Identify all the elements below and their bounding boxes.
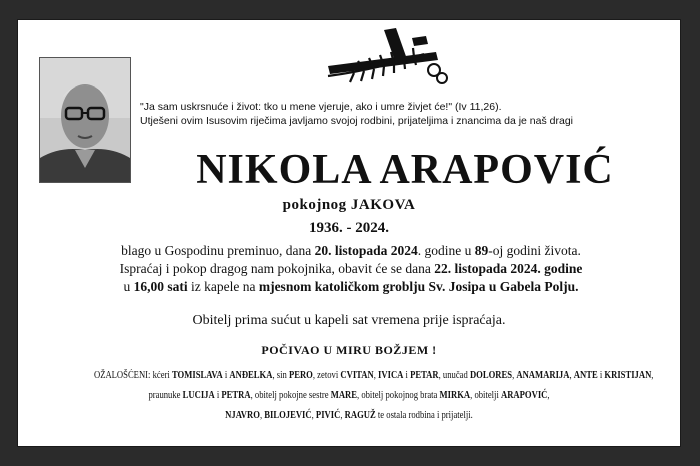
cross-with-palm-icon: [314, 22, 454, 90]
quote-line-1: "Ja sam uskrsnuće i život: tko u mene vjeruje, ako i umre živjet će!" (Iv 11,26).: [140, 101, 502, 113]
mourners-line-2: [94, 386, 604, 406]
mourner-name: ANTE: [573, 370, 598, 381]
mourners-line-1: [93, 366, 654, 386]
mourner-name: PIVIĆ: [315, 410, 341, 421]
mourner-name: KRISTIJAN: [604, 370, 652, 381]
obituary-card: [18, 20, 680, 446]
mourner-name: IVICA: [378, 370, 404, 381]
mourner-text: ,: [373, 370, 379, 381]
mourner-text: ,: [651, 370, 654, 381]
mourner-name: TOMISLAVA: [171, 370, 223, 381]
deceased-name: NIKOLA ARAPOVIĆ: [196, 147, 614, 193]
mourner-text: , obitelj pokojnog brata: [357, 390, 440, 401]
mourner-text: i: [403, 370, 411, 381]
mourner-name: BILOJEVIĆ: [264, 410, 312, 421]
rest-in-peace: POČIVAO U MIRU BOŽJEM !: [261, 343, 437, 357]
mourner-text: ,: [569, 370, 574, 381]
mourners-list: [93, 366, 654, 426]
mourner-text: , unučad: [438, 370, 470, 381]
mourner-text: , sin: [272, 370, 289, 381]
mourner-name: ARAPOVIĆ: [500, 390, 548, 401]
mourner-text: , obitelji: [470, 390, 501, 401]
mourner-text: , obitelj pokojne sestre: [250, 390, 331, 401]
mourners-line-3: [94, 406, 604, 426]
funeral-details: [46, 242, 656, 296]
mourner-text: te ostala rodbina i prijatelji.: [375, 410, 473, 421]
mourner-name: CVITAN: [340, 370, 374, 381]
portrait-photo: [39, 57, 131, 183]
mourner-text: i: [597, 370, 605, 381]
mourner-name: PERO: [288, 370, 313, 381]
mourner-text: i: [214, 390, 222, 401]
mourner-name: DOLORES: [469, 370, 513, 381]
condolence-note: Obitelj prima sućut u kapeli sat vremena prije ispraćaja.: [192, 313, 506, 328]
father-name: pokojnog JAKOVA: [282, 197, 416, 213]
bible-quote: [140, 100, 660, 128]
quote-line-2: Utješeni ovim Isusovim riječima javljamo svojoj rodbini, prijateljima i znancima da je naš dragi: [140, 115, 574, 127]
mourner-text: ,: [311, 410, 316, 421]
mourner-text: , zetovi: [312, 370, 341, 381]
mourner-name: PETRA: [221, 390, 251, 401]
mourner-text: i: [222, 370, 230, 381]
mourner-name: PETAR: [410, 370, 439, 381]
life-years: 1936. - 2024.: [309, 220, 389, 236]
mourner-text: ,: [512, 370, 517, 381]
mourner-text: ,: [547, 390, 550, 401]
mourner-text: ,: [340, 410, 345, 421]
mourner-text: praunuke: [148, 390, 183, 401]
mourner-name: LUCIJA: [182, 390, 215, 401]
mourner-name: MIRKA: [439, 390, 471, 401]
funeral-place-line: u 16,00 sati iz kapele na mjesnom katoličkom groblju Sv. Josipa u Gabela Polju.: [123, 279, 579, 294]
mourner-name: RAGUŽ: [344, 410, 376, 421]
mourner-name: ANĐELKA: [229, 370, 273, 381]
funeral-date-line: Ispraćaj i pokop dragog nam pokojnika, obavit će se dana 22. listopada 2024. godine: [119, 261, 583, 276]
mourner-name: NJAVRO: [225, 410, 260, 421]
mourner-text: ,: [259, 410, 265, 421]
mourner-text: OŽALOŠĆENI: kćeri: [93, 370, 172, 381]
death-date-line: blago u Gospodinu preminuo, dana 20. listopada 2024. godine u 89-oj godini života.: [121, 243, 581, 258]
mourner-name: MARE: [330, 390, 358, 401]
mourner-name: ANAMARIJA: [516, 370, 570, 381]
